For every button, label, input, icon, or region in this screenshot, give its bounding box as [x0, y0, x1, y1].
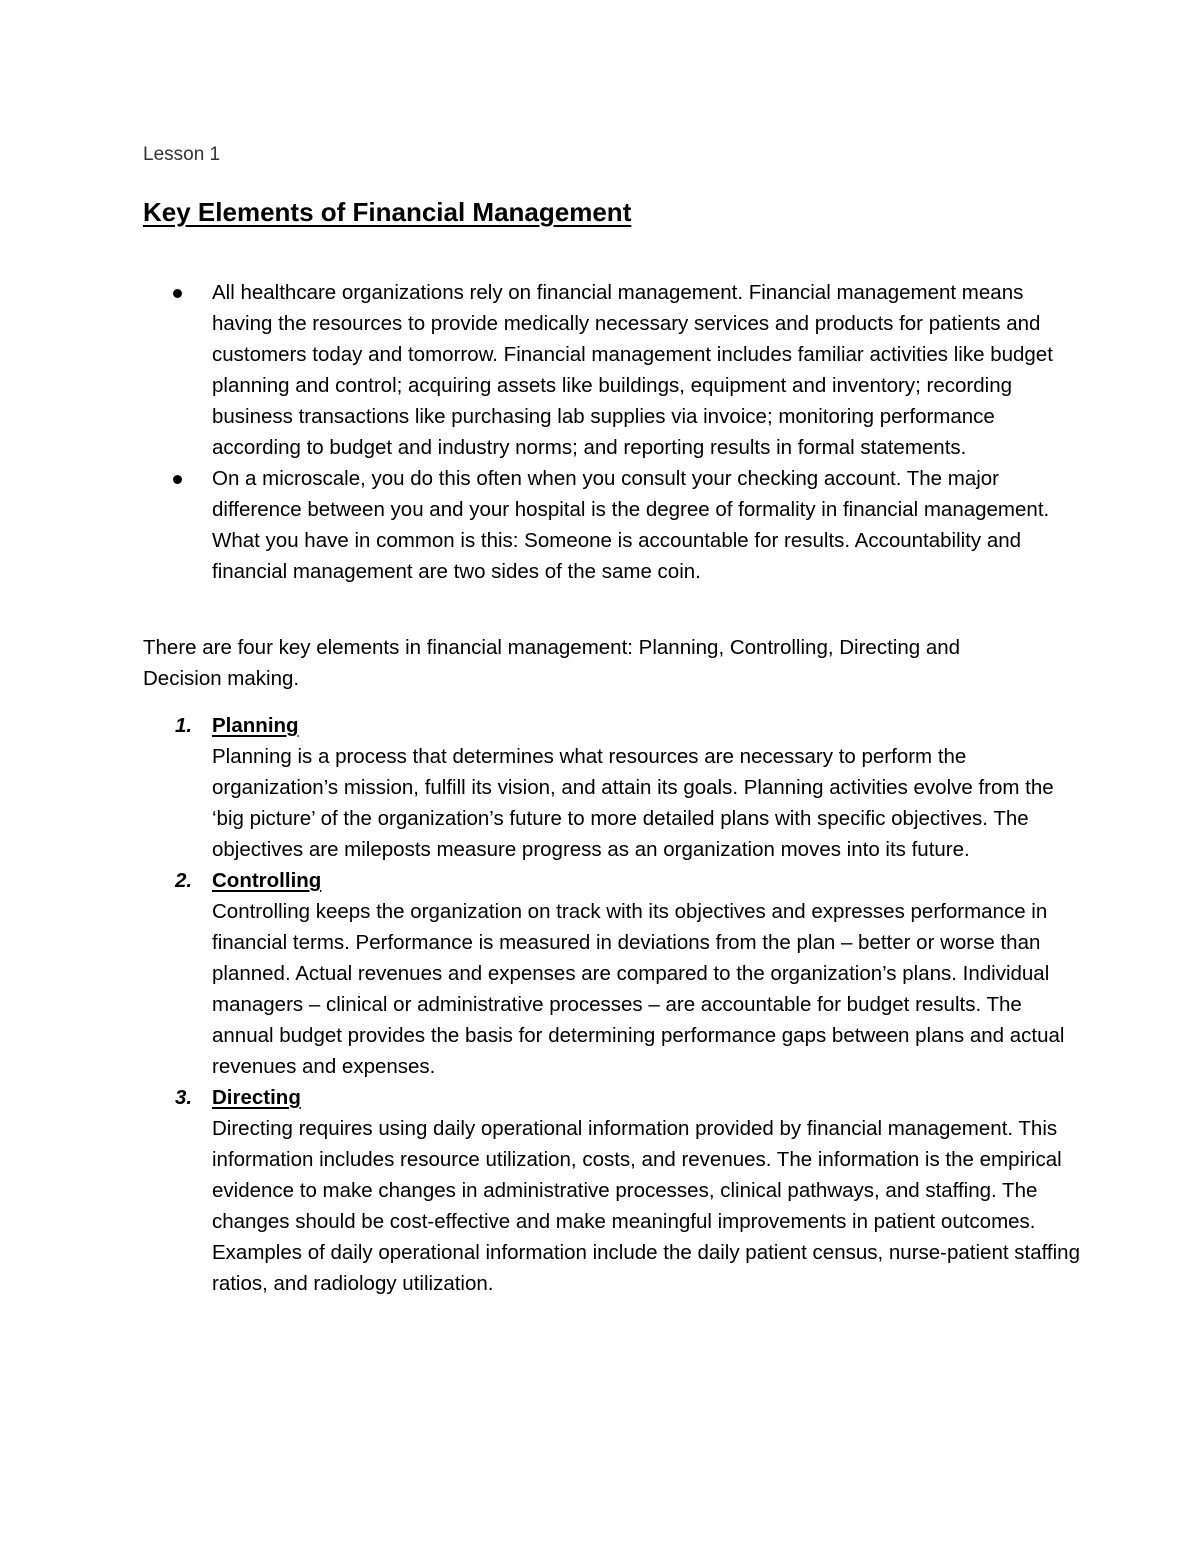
- list-item: [212, 277, 1072, 463]
- element-number: 1.: [175, 714, 193, 737]
- element-description: Controlling keeps the organization on track with its objectives and expresses performance in financial terms. Performance is measured in deviations from the plan – better or worse than planned. Actual revenues and expenses are compared to the organization’s plans. Individual managers – clinical or administrative processes – are accountable for budget results. The annual budget provides the basis for determining performance gaps between plans and actual revenues and expenses.: [212, 900, 1065, 1078]
- element-heading: Planning: [212, 714, 299, 737]
- element-heading: Controlling: [212, 869, 322, 892]
- list-item: [212, 463, 1072, 587]
- document-title: Key Elements of Financial Management: [143, 197, 632, 227]
- element-item-planning: [175, 710, 1082, 865]
- element-heading: Directing: [212, 1086, 301, 1109]
- bullet-dot-icon: [173, 475, 182, 484]
- element-number: 2.: [175, 869, 193, 892]
- key-elements-list: [175, 710, 1082, 1299]
- bullet-text: All healthcare organizations rely on financial management. Financial management means having the resources to provide medically necessary services and products for patients and customers today and tomorrow. Financial management includes familiar activities like budget planning and control; acquiring assets like buildings, equipment and inventory; recording business transactions like purchasing lab supplies via invoice; monitoring performance according to budget and industry norms; and reporting results in formal statements.: [212, 281, 1053, 459]
- element-number: 3.: [175, 1086, 193, 1109]
- element-description: Planning is a process that determines what resources are necessary to perform the organization’s mission, fulfill its vision, and attain its goals. Planning activities evolve from the ‘big picture’ of the organization’s future to more detailed plans with specific objectives. The objectives are mileposts measure progress as an organization moves into its future.: [212, 745, 1054, 861]
- bullet-dot-icon: [173, 289, 182, 298]
- bullet-text: On a microscale, you do this often when you consult your checking account. The major difference between you and your hospital is the degree of formality in financial management. What you have in common is this: Someone is accountable for results. Accountability and financial management are two sides of the same coin.: [212, 467, 1050, 583]
- element-item-controlling: [175, 865, 1082, 1082]
- element-description: Directing requires using daily operational information provided by financial management. This information includes resource utilization, costs, and revenues. The information is the empirical evidence to make changes in administrative processes, clinical pathways, and staffing. The changes should be cost-effective and make meaningful improvements in patient outcomes. Examples of daily operational information include the daily patient census, nurse-patient staffing ratios, and radiology utilization.: [212, 1117, 1080, 1295]
- intro-paragraph: There are four key elements in financial management: Planning, Controlling, Directing and Decision making.: [143, 636, 961, 690]
- bullet-list: [212, 277, 1072, 587]
- lesson-label: Lesson 1: [143, 144, 221, 165]
- element-item-directing: [175, 1082, 1082, 1299]
